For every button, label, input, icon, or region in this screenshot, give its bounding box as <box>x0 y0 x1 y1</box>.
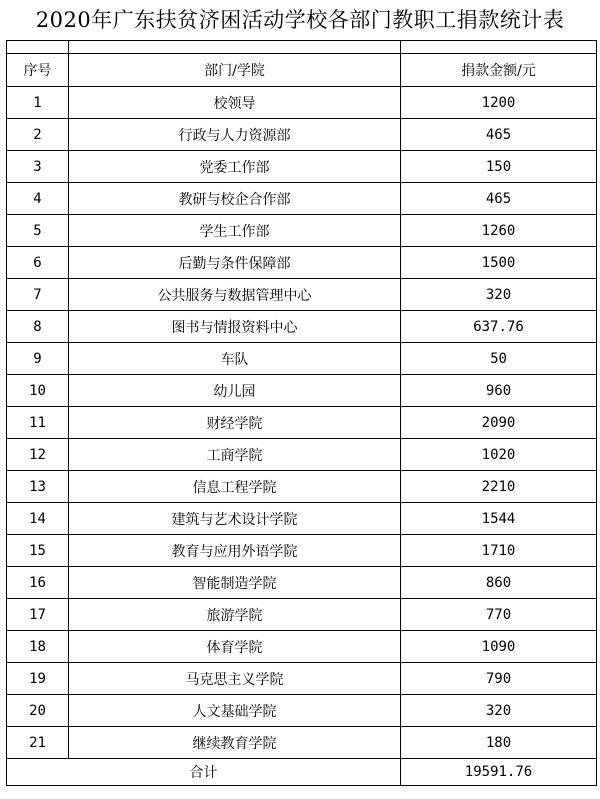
table-row <box>7 87 597 119</box>
table-row <box>7 119 597 151</box>
table-row <box>7 279 597 311</box>
row-seq-cell: 9 <box>7 343 69 375</box>
table-row <box>7 631 597 663</box>
table-row <box>7 567 597 599</box>
table-row <box>7 663 597 695</box>
row-seq-cell: 21 <box>7 727 69 759</box>
table-row <box>7 599 597 631</box>
row-amount-cell: 320 <box>401 279 597 311</box>
row-dept-cell: 建筑与艺术设计学院 <box>69 503 401 535</box>
row-amount-cell: 150 <box>401 151 597 183</box>
row-amount-cell: 790 <box>401 663 597 695</box>
row-seq-cell: 6 <box>7 247 69 279</box>
row-dept-cell: 教育与应用外语学院 <box>69 535 401 567</box>
table-row <box>7 407 597 439</box>
row-seq-cell: 19 <box>7 663 69 695</box>
row-amount-cell: 1500 <box>401 247 597 279</box>
table-row <box>7 695 597 727</box>
table-row <box>7 439 597 471</box>
row-dept-cell: 图书与情报资料中心 <box>69 311 401 343</box>
row-dept-cell: 信息工程学院 <box>69 471 401 503</box>
table-row <box>7 343 597 375</box>
table-row <box>7 375 597 407</box>
row-dept-cell: 党委工作部 <box>69 151 401 183</box>
row-amount-cell: 1260 <box>401 215 597 247</box>
row-seq-cell: 10 <box>7 375 69 407</box>
row-amount-cell: 770 <box>401 599 597 631</box>
row-dept-cell: 旅游学院 <box>69 599 401 631</box>
row-dept-cell: 智能制造学院 <box>69 567 401 599</box>
table-row <box>7 471 597 503</box>
spacer-cell <box>401 41 597 54</box>
table-row <box>7 535 597 567</box>
row-amount-cell: 465 <box>401 119 597 151</box>
row-seq-cell: 16 <box>7 567 69 599</box>
header-dept: 部门/学院 <box>69 54 401 87</box>
spacer-cell <box>7 41 69 54</box>
row-seq-cell: 20 <box>7 695 69 727</box>
row-amount-cell: 860 <box>401 567 597 599</box>
row-seq-cell: 3 <box>7 151 69 183</box>
row-amount-cell: 2090 <box>401 407 597 439</box>
header-seq: 序号 <box>7 54 69 87</box>
document-title: 2020年广东扶贫济困活动学校各部门教职工捐款统计表 <box>35 8 565 32</box>
row-dept-cell: 车队 <box>69 343 401 375</box>
row-seq-cell: 7 <box>7 279 69 311</box>
table-row <box>7 311 597 343</box>
spacer-row <box>7 41 597 54</box>
row-seq-cell: 11 <box>7 407 69 439</box>
row-amount-cell: 180 <box>401 727 597 759</box>
row-dept-cell: 校领导 <box>69 87 401 119</box>
row-dept-cell: 后勤与条件保障部 <box>69 247 401 279</box>
donation-table <box>6 40 597 786</box>
total-amount: 19591.76 <box>401 759 597 786</box>
row-amount-cell: 1020 <box>401 439 597 471</box>
row-seq-cell: 18 <box>7 631 69 663</box>
row-amount-cell: 1544 <box>401 503 597 535</box>
row-dept-cell: 教研与校企合作部 <box>69 183 401 215</box>
row-amount-cell: 637.76 <box>401 311 597 343</box>
table-row <box>7 215 597 247</box>
table-row <box>7 503 597 535</box>
row-amount-cell: 1200 <box>401 87 597 119</box>
row-seq-cell: 2 <box>7 119 69 151</box>
row-dept-cell: 工商学院 <box>69 439 401 471</box>
row-seq-cell: 15 <box>7 535 69 567</box>
row-amount-cell: 465 <box>401 183 597 215</box>
header-row <box>7 54 597 87</box>
row-dept-cell: 学生工作部 <box>69 215 401 247</box>
row-dept-cell: 体育学院 <box>69 631 401 663</box>
row-dept-cell: 马克思主义学院 <box>69 663 401 695</box>
total-row <box>7 759 597 786</box>
row-seq-cell: 12 <box>7 439 69 471</box>
row-seq-cell: 13 <box>7 471 69 503</box>
header-amount: 捐款金额/元 <box>401 54 597 87</box>
row-amount-cell: 50 <box>401 343 597 375</box>
row-seq-cell: 1 <box>7 87 69 119</box>
total-label: 合计 <box>7 759 401 786</box>
row-amount-cell: 960 <box>401 375 597 407</box>
row-amount-cell: 320 <box>401 695 597 727</box>
row-seq-cell: 5 <box>7 215 69 247</box>
row-dept-cell: 人文基础学院 <box>69 695 401 727</box>
row-dept-cell: 公共服务与数据管理中心 <box>69 279 401 311</box>
row-amount-cell: 2210 <box>401 471 597 503</box>
row-amount-cell: 1710 <box>401 535 597 567</box>
row-seq-cell: 4 <box>7 183 69 215</box>
spacer-cell <box>69 41 401 54</box>
row-dept-cell: 财经学院 <box>69 407 401 439</box>
row-dept-cell: 行政与人力资源部 <box>69 119 401 151</box>
row-seq-cell: 8 <box>7 311 69 343</box>
table-row <box>7 247 597 279</box>
row-seq-cell: 17 <box>7 599 69 631</box>
table-row <box>7 183 597 215</box>
row-amount-cell: 1090 <box>401 631 597 663</box>
table-row <box>7 151 597 183</box>
row-dept-cell: 继续教育学院 <box>69 727 401 759</box>
table-row <box>7 727 597 759</box>
row-dept-cell: 幼儿园 <box>69 375 401 407</box>
row-seq-cell: 14 <box>7 503 69 535</box>
